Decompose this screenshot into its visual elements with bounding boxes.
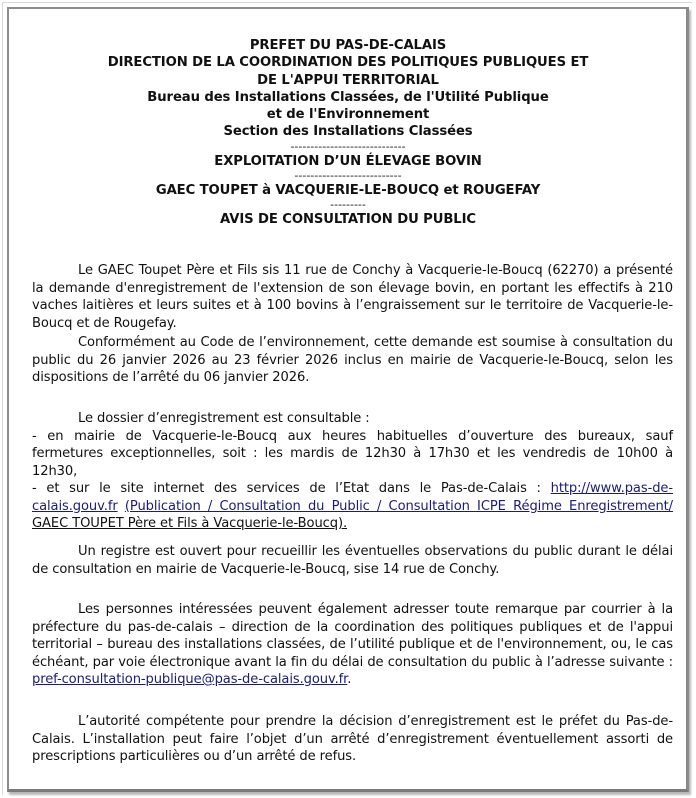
dossier-item-mairie: - en mairie de Vacquerie-le-Boucq aux heures habituelles d’ouverture des bureaux, sauf fermetures exceptionnelles, soit : les mardis de 12h30 à 17h30 et les vendredis de 10h00 à 12h30, — [32, 428, 673, 479]
paragraph-text — [32, 601, 673, 689]
prefecture-name: PREFET DU PAS-DE-CALAIS — [249, 38, 447, 53]
dossier-item-internet — [32, 480, 673, 533]
paragraph-text: Le GAEC Toupet Père et Fils sis 11 rue de Conchy à Vacquerie-le-Boucq (62270) a présenté la demande d'enregistrement de l'extension de son élevage bovin, en portant les effectifs à 210 vaches laitières et leurs suites et à 100 bovins à l’engraissement sur le territoire de Vacquerie-le-Boucq et de Rougefay. — [32, 263, 673, 331]
paragraph-autorite — [32, 713, 673, 766]
remarques-text: Les personnes intéressées peuvent également adresser toute remarque par courrier à la préfecture du pas-de-calais – direction de la coordination des politiques publiques et de l'appui territorial – bureau des installations classées, de l’utilité publique et de l'environnement, ou, le cas échéant, par voie électronique avant la fin du délai de consultation du public à l’adresse suivante : — [32, 602, 673, 670]
paragraph-remarques — [32, 601, 673, 689]
dossier-intro: Le dossier d’enregistrement est consultable : — [78, 411, 370, 426]
bureau-name-line1: Bureau des Installations Classées, de l'Utilité Publique — [147, 89, 549, 105]
separator-2: --------------------------- — [294, 169, 402, 183]
title-gaec: GAEC TOUPET à VACQUERIE-LE-BOUCQ et ROUGEFAY — [155, 183, 541, 199]
prefecture-website-link[interactable]: http://www.pas-de-calais.gouv.fr — [32, 481, 673, 514]
direction-name-line1: DIRECTION DE LA COORDINATION DES POLITIQUES PUBLIQUES ET — [107, 55, 589, 71]
direction-name-line2: DE L'APPUI TERRITORIAL — [257, 72, 439, 88]
paragraph-text: Conformément au Code de l’environnement, cette demande est soumise à consultation du public du 26 janvier 2026 au 23 février 2026 inclus en mairie de Vacquerie-le-Boucq, selon les dispositions de l’arrêté du 06 janvier 2026. — [32, 335, 673, 385]
separator-1: ----------------------------- — [290, 139, 406, 153]
notice-header — [0, 37, 696, 229]
paragraph-text: Un registre est ouvert pour recueillir les éventuelles observations du public durant le délai de consultation en mairie de Vacquerie-le-Boucq, sise 14 rue de Conchy. — [32, 544, 673, 577]
paragraph-dossier — [32, 410, 673, 533]
section-name: Section des Installations Classées — [223, 124, 473, 140]
publication-path-link[interactable]: (Publication / Consultation du Public / Consultation ICPE Régime Enregistrement/ — [124, 498, 673, 514]
paragraph-registre — [32, 543, 673, 578]
publication-path-tail: GAEC TOUPET Père et Fils à Vacquerie-le-Boucq). — [32, 516, 348, 531]
internet-prefix: - et sur le site internet des services de l’Etat dans le Pas-de-Calais : — [32, 481, 551, 496]
paragraph-conformement — [32, 334, 673, 387]
title-avis: AVIS DE CONSULTATION DU PUBLIC — [220, 212, 476, 228]
bureau-name-line2: et de l'Environnement — [266, 107, 430, 123]
title-exploitation: EXPLOITATION D’UN ÉLEVAGE BOVIN — [214, 153, 482, 169]
remarques-end: . — [347, 672, 352, 687]
separator-3: --------- — [330, 198, 366, 212]
paragraph-demande — [32, 262, 673, 332]
consultation-email-link[interactable]: pref-consultation-publique@pas-de-calais.gouv.fr — [32, 672, 348, 687]
paragraph-text: L’autorité compétente pour prendre la décision d’enregistrement est le préfet du Pas-de-Calais. L’installation peut faire l’objet d’un arrêté d’enregistrement éventuellement assorti de prescriptions particulières ou d’un arrêté de refus. — [32, 714, 673, 764]
